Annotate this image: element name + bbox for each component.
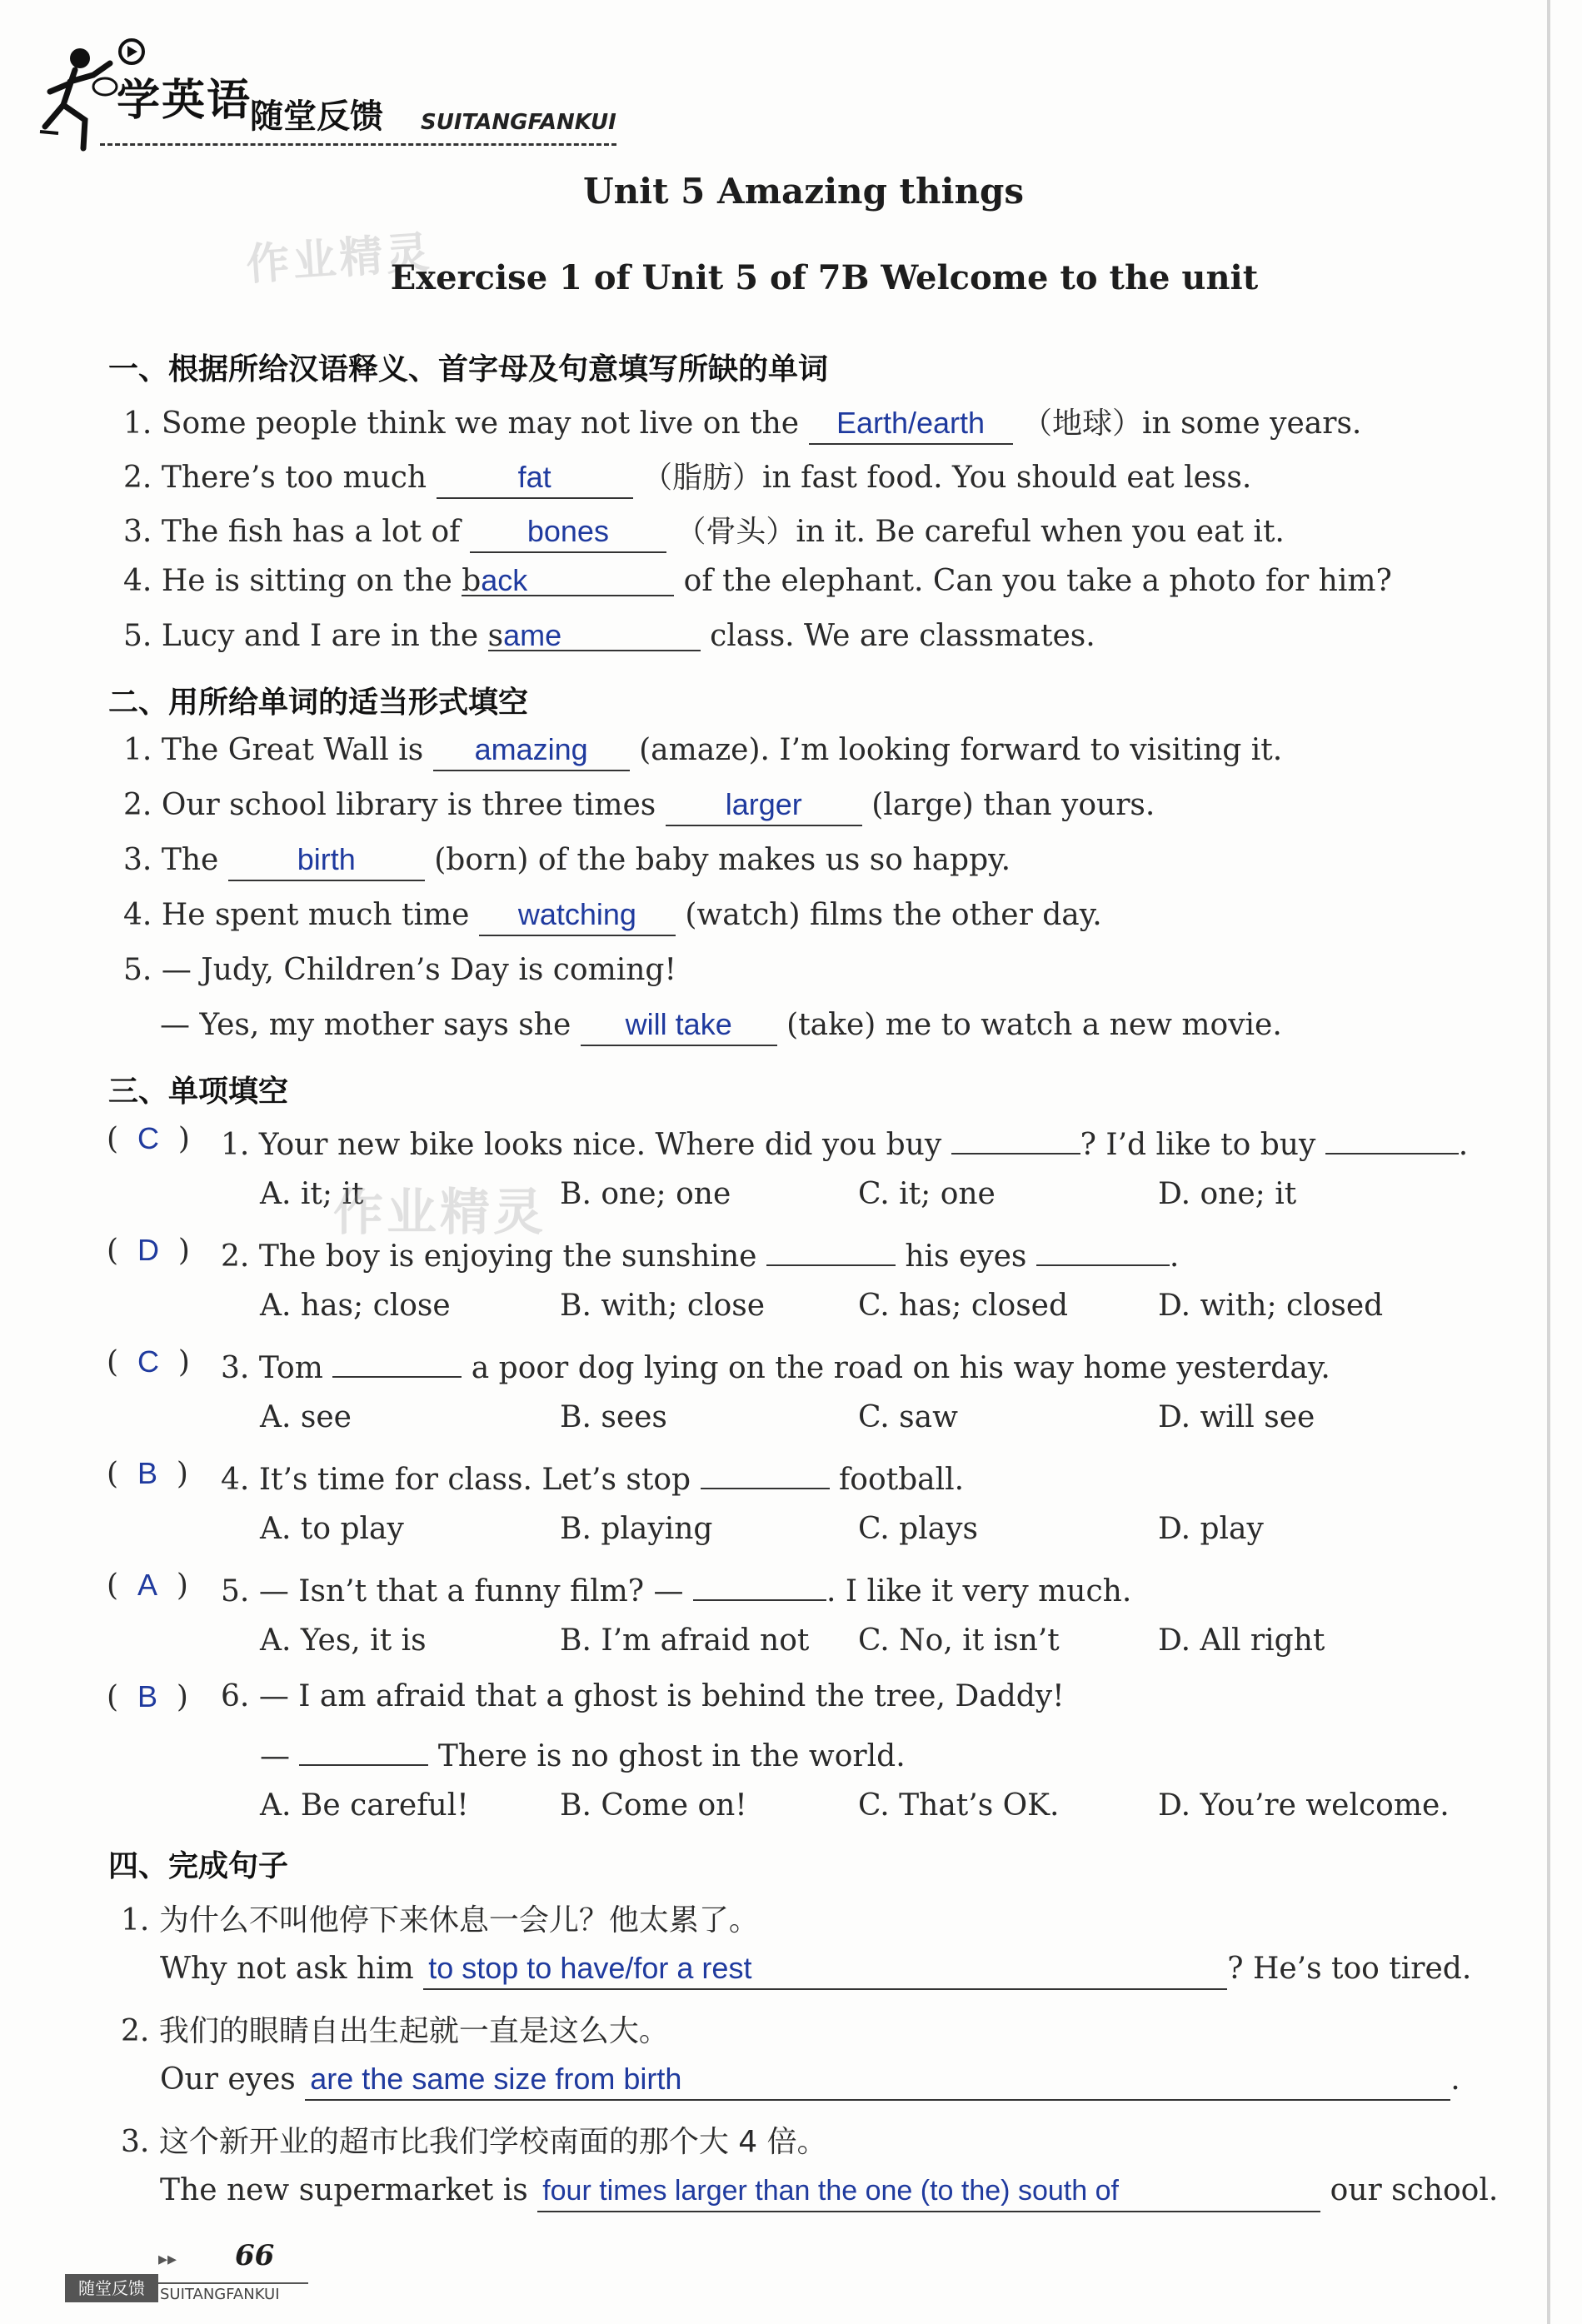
footer-label: 随堂反馈 xyxy=(65,2274,158,2302)
s3-q6-option-d[interactable]: D. You’re welcome. xyxy=(1158,1788,1450,1823)
watermark-top: 作业精灵 xyxy=(244,227,435,291)
s3-q6-option-a[interactable]: A. Be careful! xyxy=(260,1788,469,1823)
s3-q3-option-b[interactable]: B. sees xyxy=(560,1400,667,1434)
exercise-title: Exercise 1 of Unit 5 of 7B Welcome to the unit xyxy=(390,258,1259,297)
s3-q4-option-a[interactable]: A. to play xyxy=(260,1512,404,1546)
s2-blank-1[interactable]: amazing xyxy=(433,733,630,771)
s3-q3-option-c[interactable]: C. saw xyxy=(858,1400,958,1434)
s2-blank-2[interactable]: larger xyxy=(666,788,862,826)
s3-q2-stem: 2. The boy is enjoying the sunshine his eyes . xyxy=(221,1233,1179,1274)
s3-q2-option-d[interactable]: D. with; closed xyxy=(1158,1289,1384,1323)
s4-blank-2[interactable]: are the same size from birth xyxy=(305,2062,1450,2101)
s3-q3-blank xyxy=(332,1344,462,1378)
s3-q3-stem: 3. Tom a poor dog lying on the road on his way home yesterday. xyxy=(221,1344,1330,1385)
s1-blank-1[interactable]: Earth/earth xyxy=(809,406,1013,445)
s3-q1-answer: C xyxy=(137,1121,159,1155)
s3-q1-blank-a xyxy=(951,1121,1080,1155)
s1-item-4: 4. He is sitting on the back of the elephant. Can you take a photo for him? xyxy=(123,563,1392,598)
s2-blank-3[interactable]: birth xyxy=(228,843,425,881)
s3-q4-answer: B xyxy=(137,1456,157,1490)
s3-q5-answer: A xyxy=(137,1568,157,1602)
s2-item-4: 4. He spent much time watching (watch) films the other day. xyxy=(123,898,1102,936)
s1-item-3: 3. The fish has a lot of bones （骨头）in it. Be careful when you eat it. xyxy=(123,508,1285,553)
s1-blank-5[interactable]: same xyxy=(488,618,701,651)
s3-q4-option-c[interactable]: C. plays xyxy=(858,1512,978,1546)
logo-main-text: 学英语 xyxy=(117,76,252,126)
s4-item-3-english: The new supermarket is four times larger than the one (to the) south of our school. xyxy=(160,2173,1498,2212)
s1-blank-4[interactable]: back xyxy=(462,563,674,596)
s4-blank-1[interactable]: to stop to have/for a rest xyxy=(423,1952,1227,1990)
s2-item-2: 2. Our school library is three times larger (large) than yours. xyxy=(123,788,1155,826)
s3-q4-option-d[interactable]: D. play xyxy=(1158,1512,1264,1546)
s3-q3-answer: C xyxy=(137,1344,159,1379)
s3-q2-blank-b xyxy=(1036,1233,1170,1266)
s4-item-3-chinese: 3. 这个新开业的超市比我们学校南面的那个大 4 倍。 xyxy=(121,2125,827,2159)
s3-q4-blank xyxy=(701,1456,830,1489)
s4-item-1-english: Why not ask him to stop to have/for a rest ? He’s too tired. xyxy=(160,1952,1471,1990)
s1-item-2: 2. There’s too much fat （脂肪）in fast food. You should eat less. xyxy=(123,454,1251,499)
logo-sub-text: 随堂反馈 xyxy=(250,97,383,136)
unit-title: Unit 5 Amazing things xyxy=(583,171,1024,212)
s3-q4-paren[interactable]: ( B ) xyxy=(107,1456,188,1491)
s3-q2-answer: D xyxy=(137,1233,159,1267)
s3-q5-option-d[interactable]: D. All right xyxy=(1158,1623,1325,1658)
s3-q5-option-a[interactable]: A. Yes, it is xyxy=(260,1623,427,1658)
s1-blank-2[interactable]: fat xyxy=(437,461,633,499)
s2-item-3: 3. The birth (born) of the baby makes us so happy. xyxy=(123,843,1011,881)
s3-q3-option-a[interactable]: A. see xyxy=(260,1400,352,1434)
s3-q2-option-c[interactable]: C. has; closed xyxy=(858,1289,1069,1323)
s3-q2-blank-a xyxy=(766,1233,896,1266)
s3-q1-option-d[interactable]: D. one; it xyxy=(1158,1177,1297,1211)
logo-english-text: SUITANGFANKUI xyxy=(421,110,616,135)
s2-item-1: 1. The Great Wall is amazing (amaze). I’m looking forward to visiting it. xyxy=(123,733,1282,771)
footer-arrows-icon: ▸▸ xyxy=(158,2249,177,2270)
s3-q5-stem: 5. — Isn’t that a funny film? — . I like it very much. xyxy=(221,1568,1131,1608)
s3-q4-stem: 4. It’s time for class. Let’s stop football. xyxy=(221,1456,964,1497)
page-edge-shadow xyxy=(1547,0,1550,2324)
s3-q3-paren[interactable]: ( C ) xyxy=(107,1344,190,1379)
s4-item-2-chinese: 2. 我们的眼睛自出生起就一直是这么大。 xyxy=(121,2014,669,2048)
s2-item-5: 5. — Judy, Children’s Day is coming! xyxy=(123,953,676,987)
s3-q5-blank xyxy=(693,1568,826,1601)
s3-q5-option-b[interactable]: B. I’m afraid not xyxy=(560,1623,810,1658)
s3-q1-option-c[interactable]: C. it; one xyxy=(858,1177,996,1211)
header-divider xyxy=(100,143,616,146)
s4-item-2-english: Our eyes are the same size from birth . xyxy=(160,2062,1460,2101)
footer-divider xyxy=(158,2282,308,2284)
section3-heading: 三、单项填空 xyxy=(108,1075,289,1109)
s3-q6-answer: B xyxy=(137,1679,157,1713)
section1-heading: 一、根据所给汉语释义、首字母及句意填写所缺的单词 xyxy=(108,352,829,387)
s3-q5-paren[interactable]: ( A ) xyxy=(107,1568,188,1603)
s3-q6-option-c[interactable]: C. That’s OK. xyxy=(858,1788,1060,1823)
s3-q5-option-c[interactable]: C. No, it isn’t xyxy=(858,1623,1060,1658)
watermark-middle: 作业精灵 xyxy=(333,1184,546,1242)
page-number: 66 xyxy=(235,2239,275,2272)
s3-q2-option-a[interactable]: A. has; close xyxy=(260,1289,451,1323)
s3-q2-option-b[interactable]: B. with; close xyxy=(560,1289,766,1323)
s3-q6-blank xyxy=(299,1733,428,1766)
s3-q6-option-b[interactable]: B. Come on! xyxy=(560,1788,747,1823)
s3-q3-option-d[interactable]: D. will see xyxy=(1158,1400,1315,1434)
section4-heading: 四、完成句子 xyxy=(108,1849,289,1883)
s3-q1-option-b[interactable]: B. one; one xyxy=(560,1177,731,1211)
s1-item-5: 5. Lucy and I are in the same class. We are classmates. xyxy=(123,618,1095,653)
s3-q6-reply: — There is no ghost in the world. xyxy=(260,1733,906,1773)
s3-q1-blank-b xyxy=(1325,1121,1459,1155)
s3-q4-option-b[interactable]: B. playing xyxy=(560,1512,713,1546)
s3-q1-paren[interactable]: ( C ) xyxy=(107,1121,190,1156)
s3-q1-option-a[interactable]: A. it; it xyxy=(260,1177,364,1211)
s2-blank-5[interactable]: will take xyxy=(581,1008,777,1046)
s2-blank-4[interactable]: watching xyxy=(479,898,676,936)
s3-q6-paren[interactable]: ( B ) xyxy=(107,1679,188,1714)
s4-item-1-chinese: 1. 为什么不叫他停下来休息一会儿？他太累了。 xyxy=(121,1903,759,1937)
s2-item-5-reply: — Yes, my mother says she will take (take) me to watch a new movie. xyxy=(160,1008,1282,1046)
section2-heading: 二、用所给单词的适当形式填空 xyxy=(108,686,529,720)
s3-q6-stem: 6. — I am afraid that a ghost is behind the tree, Daddy! xyxy=(221,1679,1065,1713)
s3-q1-stem: 1. Your new bike looks nice. Where did you buy ? I’d like to buy . xyxy=(221,1121,1468,1162)
s1-blank-3[interactable]: bones xyxy=(470,515,666,553)
s3-q2-paren[interactable]: ( D ) xyxy=(107,1233,190,1268)
s4-blank-3[interactable]: four times larger than the one (to the) south of xyxy=(537,2174,1320,2212)
s1-item-1: 1. Some people think we may not live on the Earth/earth （地球）in some years. xyxy=(123,400,1361,445)
footer-english: SUITANGFANKUI xyxy=(160,2286,280,2303)
